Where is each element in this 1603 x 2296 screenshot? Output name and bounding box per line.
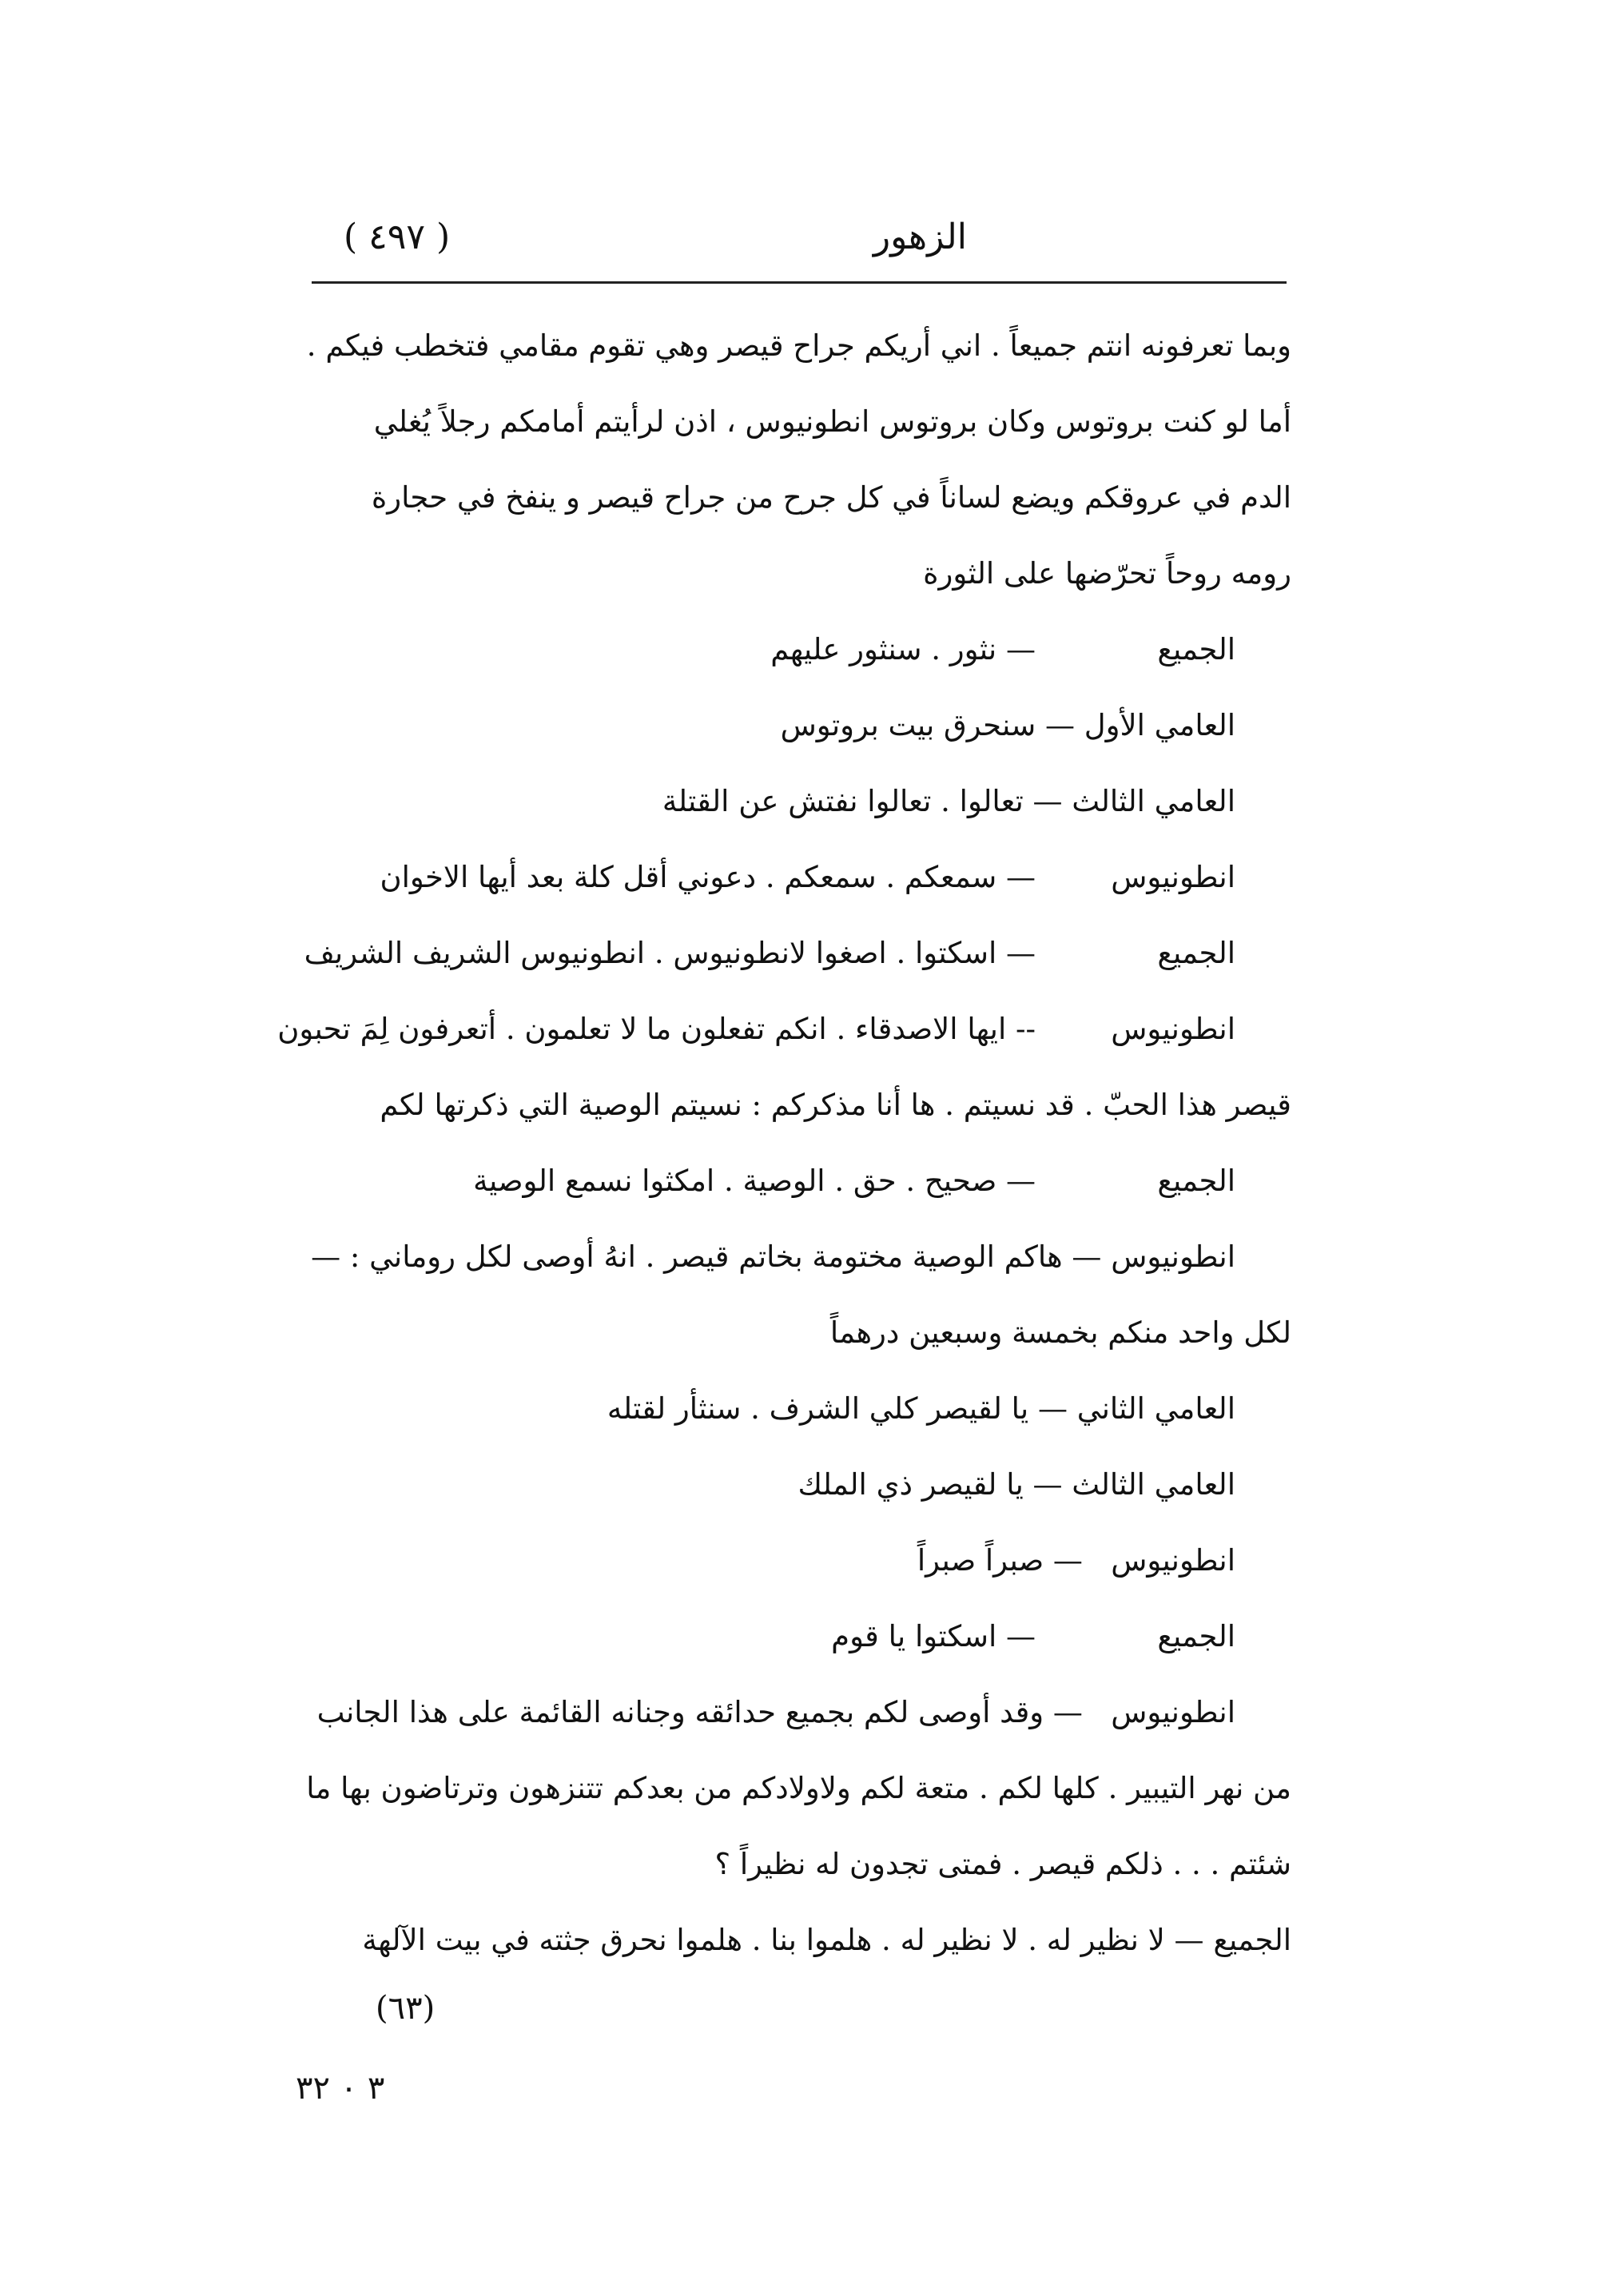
dialogue-line <box>300 1674 1235 1750</box>
speaker-name: انطونيوس <box>1111 1695 1235 1729</box>
dialogue-line <box>300 915 1235 991</box>
speaker-name: انطونيوس <box>1111 1012 1235 1046</box>
dialogue-line <box>300 1598 1235 1674</box>
speech-continuation: من نهر التيبير . كلها لكم . متعة لكم ولاولادكم من بعدكم تتنزهون وترتاضون بها ما <box>306 1771 1291 1805</box>
paragraph-line: رومه روحاً تحرّضها على الثورة <box>923 556 1291 591</box>
header-title: الزهور <box>873 217 967 257</box>
speech-text: -- ايها الاصدقاء . انكم تفعلون ما لا تعلمون . أتعرفون لِمَ تحبون <box>277 1012 1036 1046</box>
speaker-name: الجميع <box>1157 1619 1235 1653</box>
header-page-number: ( ٤٩٧ ) <box>344 217 451 257</box>
speech-text: — لا نظير له . لا نظير له . هلموا بنا . هلموا نحرق جثته في بيت الآلهة <box>362 1923 1204 1957</box>
dialogue-line <box>300 1522 1235 1598</box>
speaker-name: العامي الثالث <box>1072 784 1235 818</box>
speech-text: — اسكتوا . اصغوا لانطونيوس . انطونيوس الشريف الشريف <box>304 936 1036 970</box>
signature-mark: (٦٣) <box>376 1990 436 2027</box>
opening-paragraph <box>300 308 1291 611</box>
dialogue-line <box>300 763 1235 839</box>
paragraph-line: الدم في عروقكم ويضع لساناً في كل جرح من جراح قيصر و ينفخ في حجارة <box>371 480 1291 515</box>
speaker-name: العامي الثاني <box>1076 1391 1235 1426</box>
dialogue-line <box>300 1446 1235 1522</box>
speaker-name: انطونيوس <box>1111 1543 1235 1578</box>
dialogue-line <box>300 1143 1235 1219</box>
dialogue-line <box>300 1902 1291 1978</box>
running-header <box>288 209 1295 273</box>
paragraph-line: وبما تعرفونه انتم جميعاً . اني أريكم جراح قيصر وهي تقوم مقامي فتخطب فيكم . <box>306 328 1291 363</box>
speech-text: — اسكتوا يا قوم <box>831 1619 1036 1653</box>
speech-text: — سمعكم . سمعكم . دعوني أقل كلة بعد أيها الاخوان <box>380 860 1036 894</box>
dialogue-line <box>300 1219 1235 1295</box>
speech-continuation: قيصر هذا الحبّ . قد نسيتم . ها أنا مذكركم : نسيتم الوصية التي ذكرتها لكم <box>380 1088 1291 1122</box>
dialogue-line <box>300 687 1235 763</box>
speech-continuation: شئتم . . . ذلكم قيصر . فمتى تجدون له نظيراً ؟ <box>714 1847 1291 1881</box>
speaker-name: انطونيوس <box>1111 860 1235 894</box>
speech-text: — نثور . سنثور عليهم <box>770 632 1036 667</box>
speaker-name: العامي الثالث <box>1072 1467 1235 1502</box>
dialogue-line <box>300 839 1235 915</box>
speaker-name: الجميع <box>1157 1164 1235 1198</box>
paragraph-line: أما لو كنت بروتوس وكان بروتوس انطونيوس ، اذن لرأيتم أمامكم رجلاً يُغلي <box>373 404 1291 439</box>
speech-text: — يا لقيصر كلي الشرف . سنثأر لقتله <box>607 1391 1068 1426</box>
speech-text: — وقد أوصى لكم بجميع حدائقه وجنانه القائمة على هذا الجانب <box>316 1695 1083 1729</box>
speech-text: — هاكم الوصية مختومة بخاتم قيصر . انهُ أوصى لكل روماني : — <box>311 1240 1102 1274</box>
folio-number: ٣ ٠ ٣٢ <box>296 2070 385 2107</box>
speaker-name: الجميع <box>1213 1923 1291 1957</box>
speech-text: — يا لقيصر ذي الملك <box>798 1467 1063 1502</box>
speaker-name: انطونيوس <box>1111 1240 1235 1274</box>
dialogue-line <box>300 611 1235 687</box>
dialogue-line <box>277 991 1235 1067</box>
body-text <box>277 308 1291 1978</box>
speaker-name: العامي الأول <box>1084 708 1235 742</box>
speech-text: — صحيح . حق . الوصية . امكثوا نسمع الوصية <box>473 1164 1036 1198</box>
speech-text: — تعالوا . تعالوا نفتش عن القتلة <box>662 784 1063 818</box>
speech-text: — سنحرق بيت بروتوس <box>780 708 1075 742</box>
speech-continuation: لكل واحد منكم بخمسة وسبعين درهماً <box>829 1315 1291 1350</box>
header-rule <box>312 281 1287 284</box>
speaker-name: الجميع <box>1157 632 1235 667</box>
speaker-name: الجميع <box>1157 936 1235 970</box>
speech-text: — صبراً صبراً <box>917 1543 1083 1578</box>
dialogue-line <box>300 1371 1235 1446</box>
